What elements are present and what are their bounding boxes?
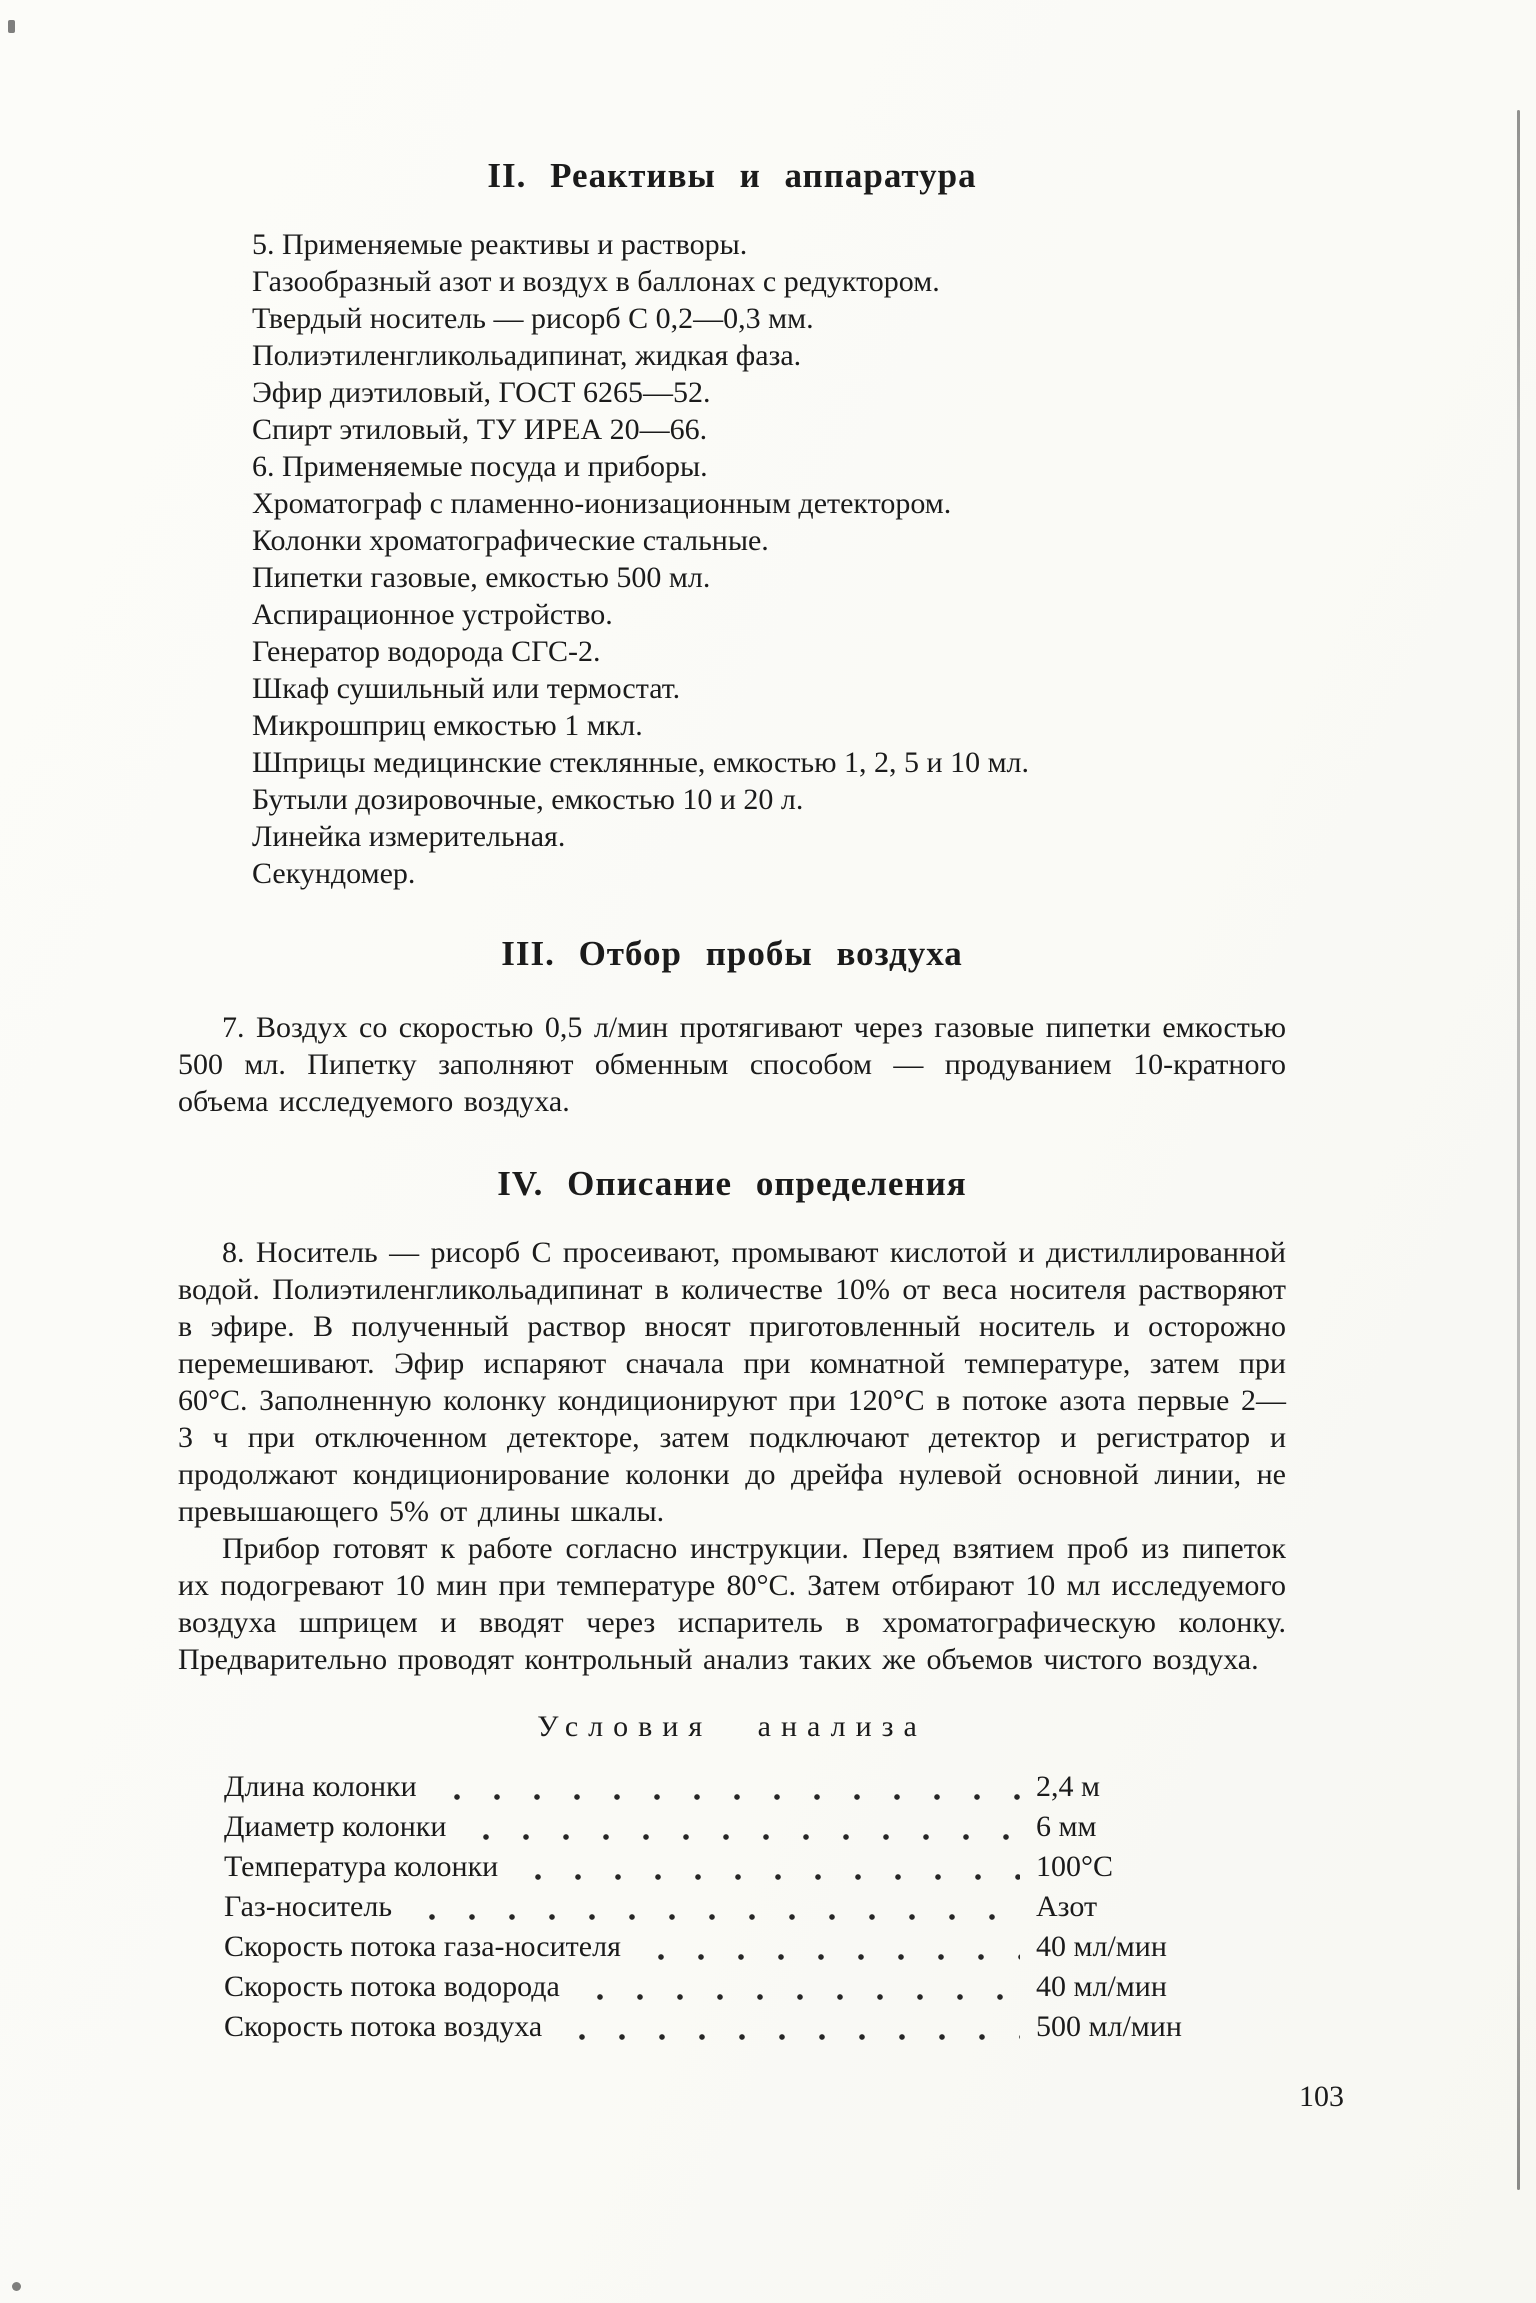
condition-value: 2,4 м (1036, 1769, 1100, 1803)
condition-value: 500 мл/мин (1036, 2009, 1182, 2043)
condition-value: 6 мм (1036, 1809, 1097, 1843)
condition-label: Диаметр колонки (224, 1809, 447, 1843)
condition-label: Скорость потока водорода (224, 1969, 560, 2003)
section-heading-reagents: II. Реактивы и аппаратура (487, 156, 977, 195)
condition-label: Температура колонки (224, 1849, 499, 1883)
list-line: 6. Применяемые посуда и приборы. (252, 450, 708, 484)
list-line: Микрошприц емкостью 1 мкл. (252, 709, 643, 743)
dot-leader (562, 2019, 1020, 2043)
condition-value: 100°С (1036, 1849, 1114, 1883)
list-line: Эфир диэтиловый, ГОСТ 6265—52. (252, 376, 711, 410)
list-line: Секундомер. (252, 857, 416, 891)
list-line: Спирт этиловый, ТУ ИРЕА 20—66. (252, 413, 708, 447)
condition-value: 40 мл/мин (1036, 1969, 1167, 2003)
list-line: Аспирационное устройство. (252, 598, 613, 632)
list-line: Полиэтиленгликольадипинат, жидкая фаза. (252, 339, 802, 373)
dot-leader (580, 1979, 1020, 2003)
table-row (224, 1810, 1286, 1850)
condition-label: Скорость потока воздуха (224, 2009, 543, 2043)
conditions-table (224, 1770, 1286, 2050)
list-line: Пипетки газовые, емкостью 500 мл. (252, 561, 711, 595)
dot-leader (437, 1779, 1020, 1803)
table-row (224, 1850, 1286, 1890)
scan-artifact-bottom-left (12, 2282, 21, 2291)
section-heading-sampling: III. Отбор пробы воздуха (501, 934, 963, 974)
condition-label: Скорость потока газа-носителя (224, 1929, 621, 1963)
table-row (224, 1930, 1286, 1970)
list-line: Твердый носитель — рисорб С 0,2—0,3 мм. (252, 302, 814, 336)
sampling-paragraph: 7. Воздух со скоростью 0,5 л/мин протягивают через газовые пипетки емкостью 500 мл. Пипетку заполняют обменным способом — продуванием 10-кратного объема исследуемого воздуха. (178, 1010, 1286, 1118)
list-line: Шкаф сушильный или термостат. (252, 672, 681, 706)
condition-value: 40 мл/мин (1036, 1929, 1167, 1963)
dot-leader (466, 1819, 1020, 1843)
dot-leader (518, 1859, 1020, 1883)
dot-leader (641, 1939, 1020, 1963)
list-line: Шприцы медицинские стеклянные, емкостью 1, 2, 5 и 10 мл. (252, 746, 1030, 780)
page-content (178, 156, 1344, 2114)
condition-label: Длина колонки (224, 1769, 417, 1803)
list-line: Газообразный азот и воздух в баллонах с редуктором. (252, 265, 940, 299)
page-edge-shadow (1517, 110, 1520, 2190)
list-line: Колонки хроматографические стальные. (252, 524, 769, 558)
list-line: Генератор водорода СГС-2. (252, 635, 601, 669)
determination-paragraph-1: 8. Носитель — рисорб С просеивают, промывают кислотой и дистиллированной водой. Полиэтиленгликольадипинат в количестве 10% от веса носителя растворяют в эфире. В полученный раствор вносят приготовленный носитель и осторожно перемешивают. Эфир испаряют сначала при комнатной температуре, затем при 60°С. Заполненную колонку кондиционируют при 120°С в потоке азота первые 2—3 ч при отключенном детекторе, затем подключают детектор и регистратор и продолжают кондиционирование колонки до дрейфа нулевой основной линии, не превышающего 5% от длины шкалы. (178, 1235, 1286, 1528)
conditions-heading: Условия анализа (537, 1709, 927, 1743)
list-line: 5. Применяемые реактивы и растворы. (252, 228, 748, 262)
reagents-list (252, 226, 1286, 892)
table-row (224, 1970, 1286, 2010)
page-number: 103 (1299, 2079, 1344, 2113)
list-line: Бутыли дозировочные, емкостью 10 и 20 л. (252, 783, 804, 817)
condition-value: Азот (1036, 1889, 1098, 1923)
list-line: Хроматограф с пламенно-ионизационным детектором. (252, 487, 952, 521)
determination-paragraph-2: Прибор готовят к работе согласно инструкции. Перед взятием проб из пипеток их подогревают 10 мин при температуре 80°С. Затем отбирают 10 мл исследуемого воздуха шприцем и вводят через испаритель в хроматографическую колонку. Предварительно проводят контрольный анализ таких же объемов чистого воздуха. (178, 1531, 1286, 1676)
dot-leader (412, 1899, 1020, 1923)
table-row (224, 2010, 1286, 2050)
table-row (224, 1890, 1286, 1930)
table-row (224, 1770, 1286, 1810)
list-line: Линейка измерительная. (252, 820, 566, 854)
section-heading-determination: IV. Описание определения (497, 1163, 967, 1203)
condition-label: Газ-носитель (224, 1889, 393, 1923)
scan-artifact-top-left (8, 20, 15, 33)
